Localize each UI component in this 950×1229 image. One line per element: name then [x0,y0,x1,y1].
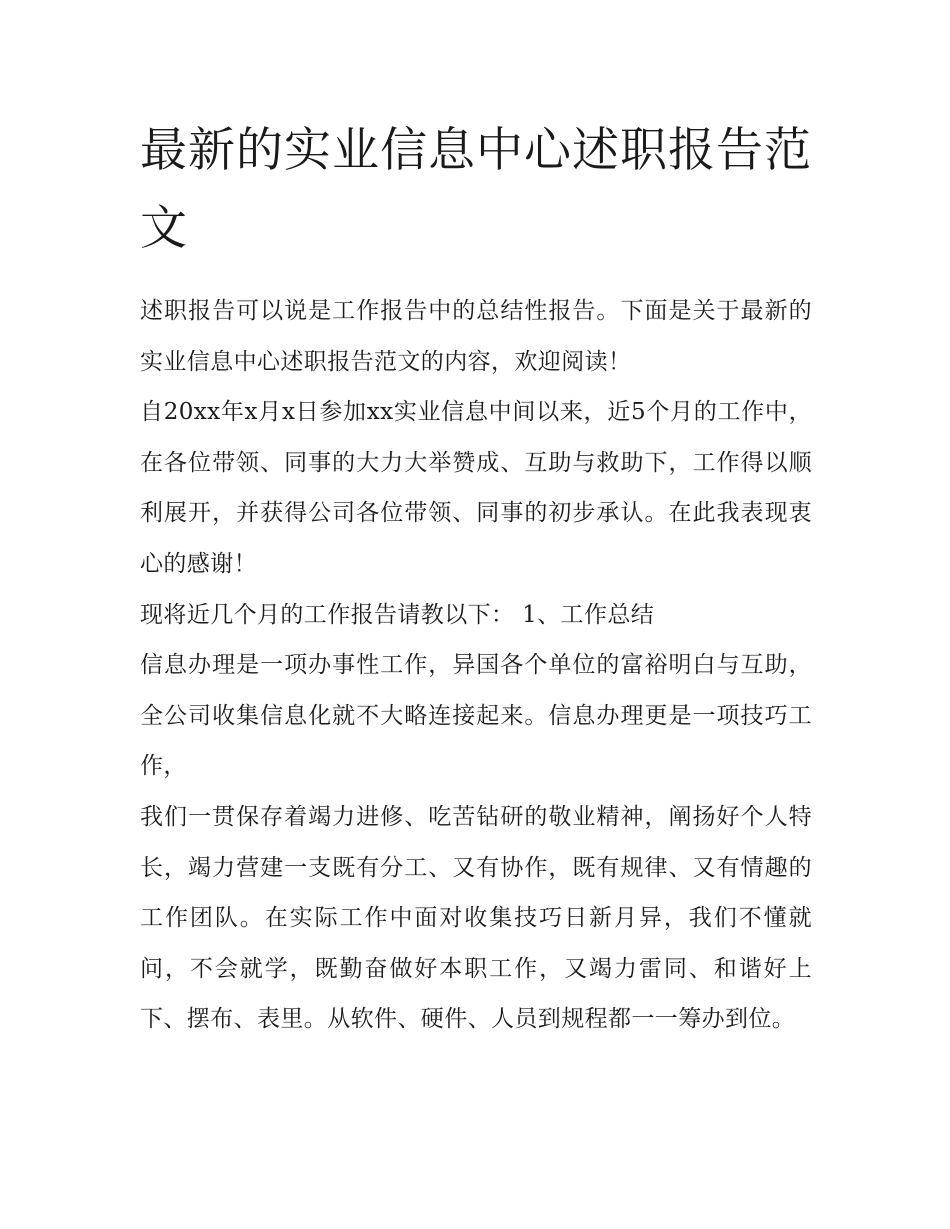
paragraph-background: 自20xx年x月x日参加xx实业信息中间以来，近5个月的工作中，在各位带领、同事的大力大举赞成、互助与救助下，工作得以顺利展开，并获得公司各位带领、同事的初步承认。在此我表现衷心的感谢！ [140,399,812,577]
paragraph-info-management: 信息办理是一项办事性工作，异国各个单位的富裕明白与互助，全公司收集信息化就不大略连接起来。信息办理更是一项技巧工作， [140,652,812,780]
document-body [140,286,812,1045]
paragraph-team-work: 我们一贯保存着竭力进修、吃苦钻研的敬业精神，阐扬好个人特长，竭力营建一支既有分工、又有协作，既有规律、又有情趣的工作团队。在实际工作中面对收集技巧日新月异，我们不懂就问，不会就学，既勤奋做好本职工作，又竭力雷同、和谐好上下、摆布、表里。从软件、硬件、人员到规程都一一筹办到位。 [140,803,812,1033]
paragraph-section-heading: 现将近几个月的工作报告请教以下： 1、工作总结 [140,601,655,628]
document-content [140,112,812,1045]
paragraph-intro: 述职报告可以说是工作报告中的总结性报告。下面是关于最新的实业信息中心述职报告范文的内容，欢迎阅读！ [140,298,812,375]
document-title: 最新的实业信息中心述职报告范文 [140,123,812,256]
